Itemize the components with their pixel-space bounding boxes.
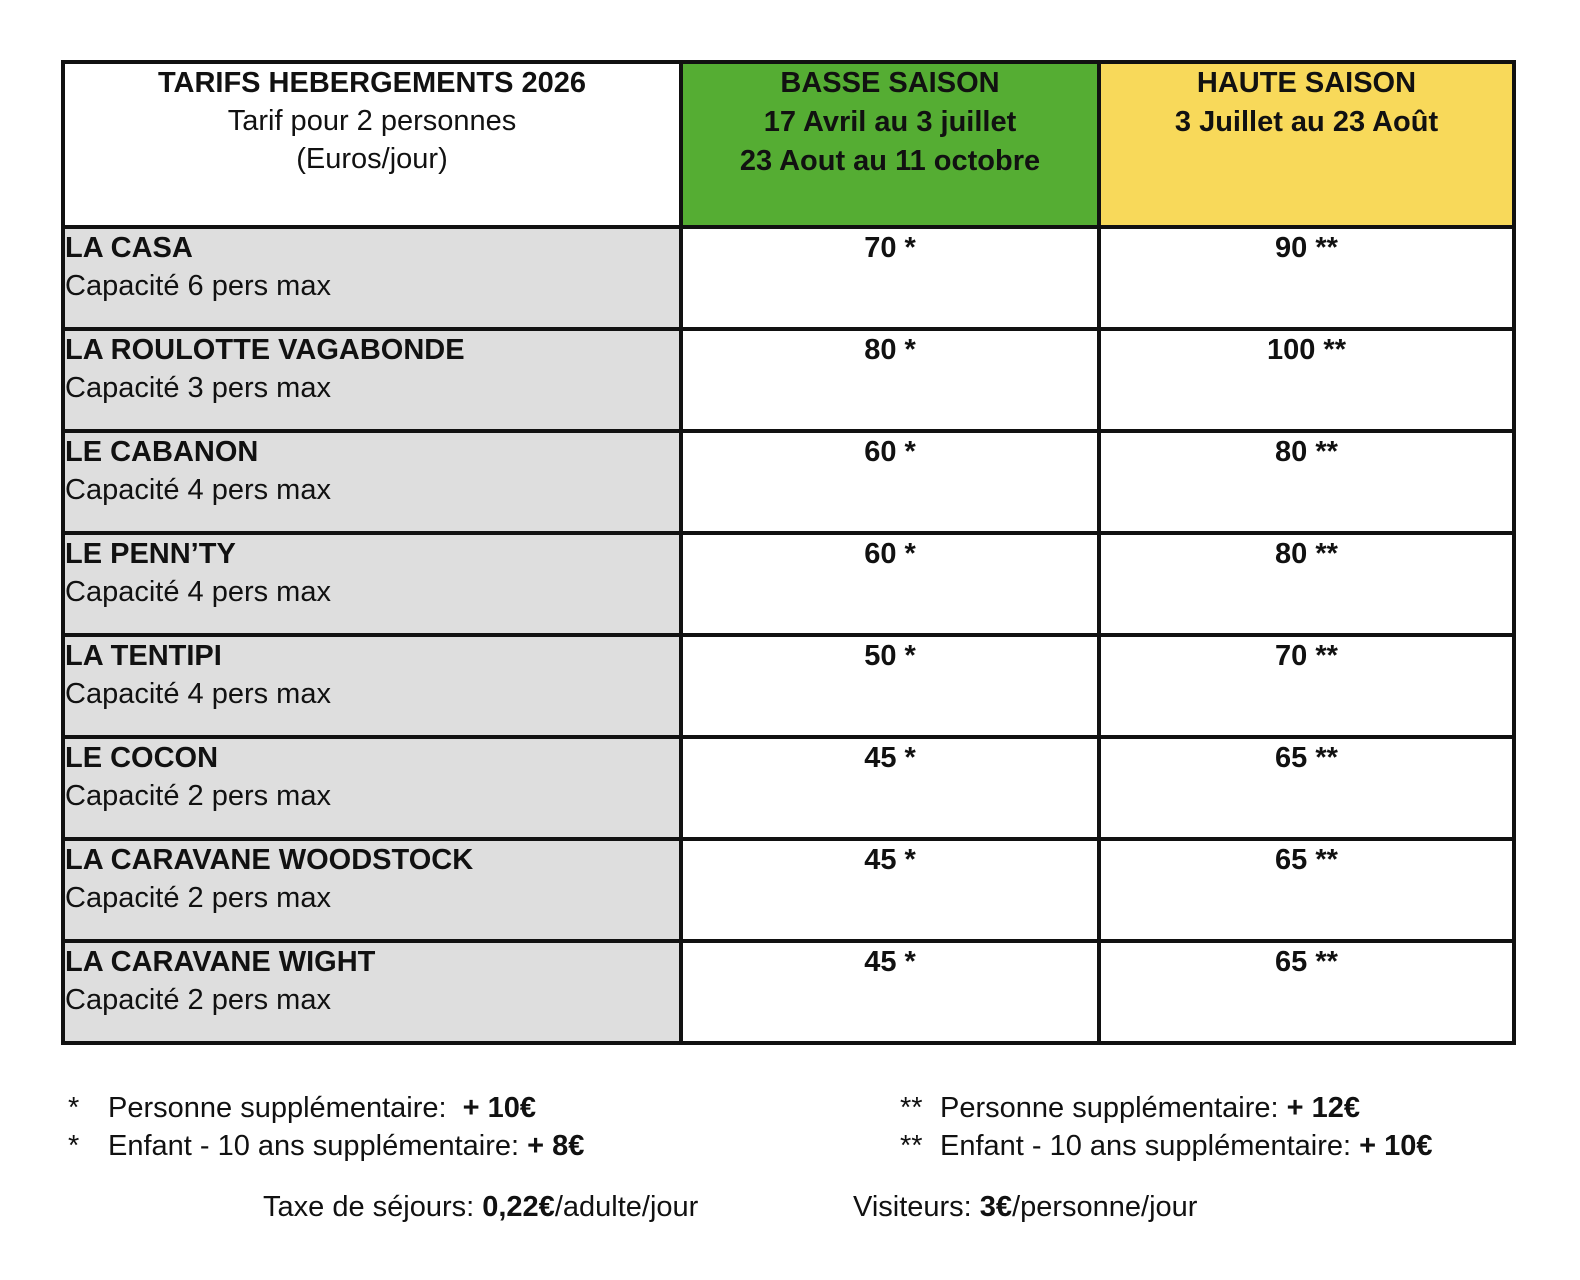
visitor-fee [853, 1188, 1197, 1226]
accommodation-name: LE PENN’TY [65, 538, 236, 570]
accommodation-capacity: Capacité 2 pers max [65, 780, 331, 812]
table-row [63, 431, 1514, 533]
accommodation-capacity: Capacité 4 pers max [65, 678, 331, 710]
accommodation-cell [63, 839, 681, 941]
accommodation-capacity: Capacité 2 pers max [65, 882, 331, 914]
low-season-price: 80 * [681, 329, 1099, 431]
note-mark: * [68, 1130, 80, 1162]
accommodation-cell [63, 635, 681, 737]
low-season-label: BASSE SAISON [780, 67, 1000, 99]
accommodation-capacity: Capacité 3 pers max [65, 372, 331, 404]
table-header-row [63, 62, 1514, 227]
high-season-price: 70 ** [1099, 635, 1514, 737]
low-season-period-1: 17 Avril au 3 juillet [763, 106, 1017, 138]
note-mark: ** [900, 1130, 923, 1162]
low-season-period-2: 23 Aout au 11 octobre [739, 145, 1041, 177]
accommodation-capacity: Capacité 6 pers max [65, 270, 331, 302]
accommodation-name: LA CARAVANE WIGHT [65, 946, 376, 978]
accommodation-cell [63, 941, 681, 1043]
note-value: + 12€ [1286, 1092, 1360, 1124]
note-text: Enfant - 10 ans supplémentaire: [108, 1130, 520, 1162]
visitor-fee-unit: /personne/jour [1012, 1191, 1198, 1223]
tourist-tax-unit: /adulte/jour [554, 1191, 699, 1223]
low-season-price: 60 * [681, 533, 1099, 635]
tourist-tax [263, 1188, 698, 1226]
high-note-extra-person [900, 1089, 1360, 1127]
high-season-price: 90 ** [1099, 227, 1514, 329]
note-mark: ** [900, 1092, 923, 1124]
accommodation-name: LA CASA [65, 232, 193, 264]
price-table [61, 60, 1516, 1045]
accommodation-name: LA TENTIPI [65, 640, 222, 672]
table-subtitle: Tarif pour 2 personnes [227, 105, 517, 137]
header-title-cell [63, 62, 681, 227]
note-mark: * [68, 1092, 80, 1124]
table-row [63, 329, 1514, 431]
high-season-price: 65 ** [1099, 839, 1514, 941]
visitor-fee-value: 3€ [979, 1191, 1013, 1223]
note-text: Enfant - 10 ans supplémentaire: [940, 1130, 1352, 1162]
high-note-extra-child [900, 1127, 1433, 1165]
low-season-price: 60 * [681, 431, 1099, 533]
low-season-price: 70 * [681, 227, 1099, 329]
high-season-price: 80 ** [1099, 533, 1514, 635]
accommodation-capacity: Capacité 4 pers max [65, 474, 331, 506]
table-row [63, 941, 1514, 1043]
accommodation-cell [63, 431, 681, 533]
high-season-price: 65 ** [1099, 737, 1514, 839]
accommodation-name: LE CABANON [65, 436, 259, 468]
table-unit: (Euros/jour) [296, 143, 448, 175]
note-value: + 8€ [527, 1130, 585, 1162]
low-season-price: 45 * [681, 737, 1099, 839]
low-season-price: 50 * [681, 635, 1099, 737]
low-season-header [681, 62, 1099, 227]
table-row [63, 839, 1514, 941]
accommodation-name: LA CARAVANE WOODSTOCK [65, 844, 474, 876]
tourist-tax-label: Taxe de séjours: [263, 1191, 475, 1223]
accommodation-cell [63, 533, 681, 635]
low-note-extra-child [68, 1127, 584, 1165]
note-text: Personne supplémentaire: [108, 1092, 447, 1124]
tourist-tax-value: 0,22€ [482, 1191, 555, 1223]
note-value: + 10€ [1359, 1130, 1433, 1162]
low-season-price: 45 * [681, 941, 1099, 1043]
high-season-price: 80 ** [1099, 431, 1514, 533]
accommodation-cell [63, 737, 681, 839]
table-title: TARIFS HEBERGEMENTS 2026 [157, 67, 587, 99]
table-row [63, 635, 1514, 737]
table-row [63, 227, 1514, 329]
note-value: + 10€ [462, 1092, 537, 1124]
high-season-price: 65 ** [1099, 941, 1514, 1043]
low-note-extra-person [68, 1089, 536, 1127]
accommodation-cell [63, 227, 681, 329]
table-row [63, 737, 1514, 839]
accommodation-name: LE COCON [65, 742, 219, 774]
high-season-label: HAUTE SAISON [1196, 67, 1417, 99]
note-text: Personne supplémentaire: [940, 1092, 1279, 1124]
high-season-price: 100 ** [1099, 329, 1514, 431]
accommodation-cell [63, 329, 681, 431]
high-season-header [1099, 62, 1514, 227]
high-season-period-1: 3 Juillet au 23 Août [1174, 106, 1439, 138]
accommodation-name: LA ROULOTTE VAGABONDE [65, 334, 465, 366]
visitor-fee-label: Visiteurs: [853, 1191, 972, 1223]
table-row [63, 533, 1514, 635]
low-season-price: 45 * [681, 839, 1099, 941]
accommodation-capacity: Capacité 4 pers max [65, 576, 331, 608]
accommodation-capacity: Capacité 2 pers max [65, 984, 331, 1016]
